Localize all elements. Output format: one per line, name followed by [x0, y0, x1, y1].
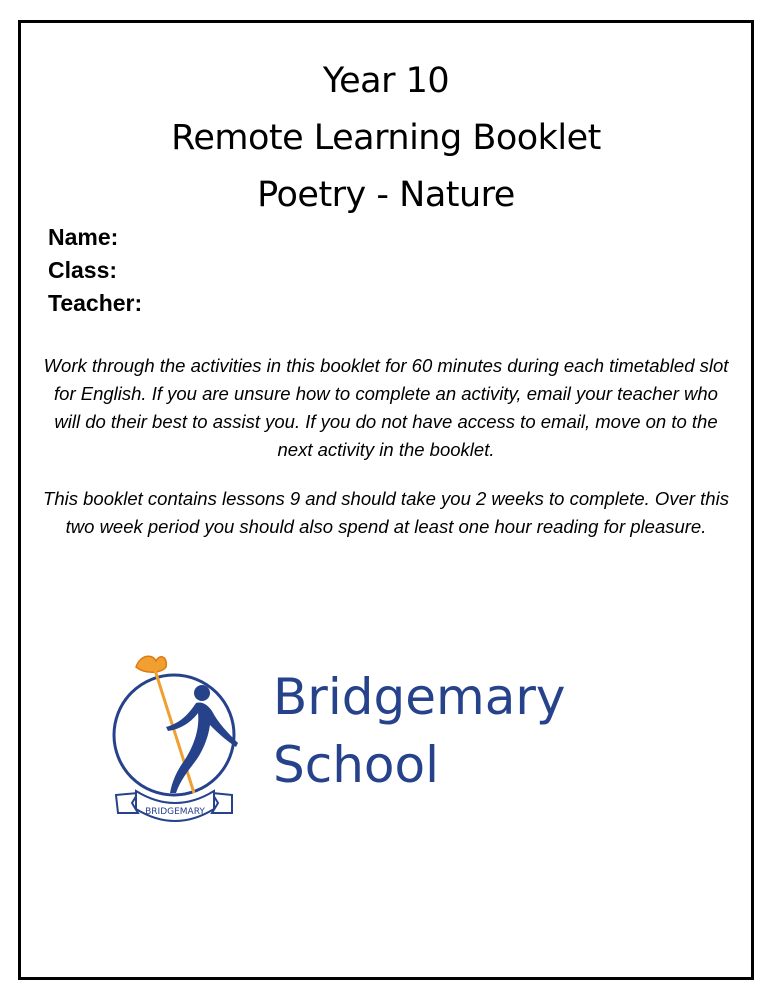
title-block: [21, 53, 751, 224]
student-fields: [48, 221, 142, 320]
school-name-line2: School: [273, 736, 439, 794]
crest-icon: [96, 643, 256, 833]
page-border: [18, 20, 754, 980]
name-label: Name:: [48, 224, 119, 250]
teacher-label: Teacher:: [48, 290, 143, 316]
class-label: Class:: [48, 257, 118, 283]
instructions-paragraph-2: This booklet contains lessons 9 and should take you 2 weeks to complete. Over this two week period you should also spend at least one hour reading for pleasure.: [43, 488, 729, 537]
year-title: Year 10: [322, 61, 450, 101]
school-name: [273, 663, 565, 799]
instructions-paragraph-1: Work through the activities in this booklet for 60 minutes during each timetabled slot for English. If you are unsure how to complete an activity, email your teacher who will do their best to assist you. If you do not have access to email, move on to the next activity in the booklet.: [43, 355, 729, 460]
school-crest-logo: [96, 643, 256, 833]
school-name-line1: Bridgemary: [273, 668, 566, 726]
topic-title: Poetry - Nature: [257, 175, 515, 215]
booklet-title: Remote Learning Booklet: [171, 118, 601, 158]
crest-banner-text: BRIDGEMARY: [145, 807, 205, 817]
